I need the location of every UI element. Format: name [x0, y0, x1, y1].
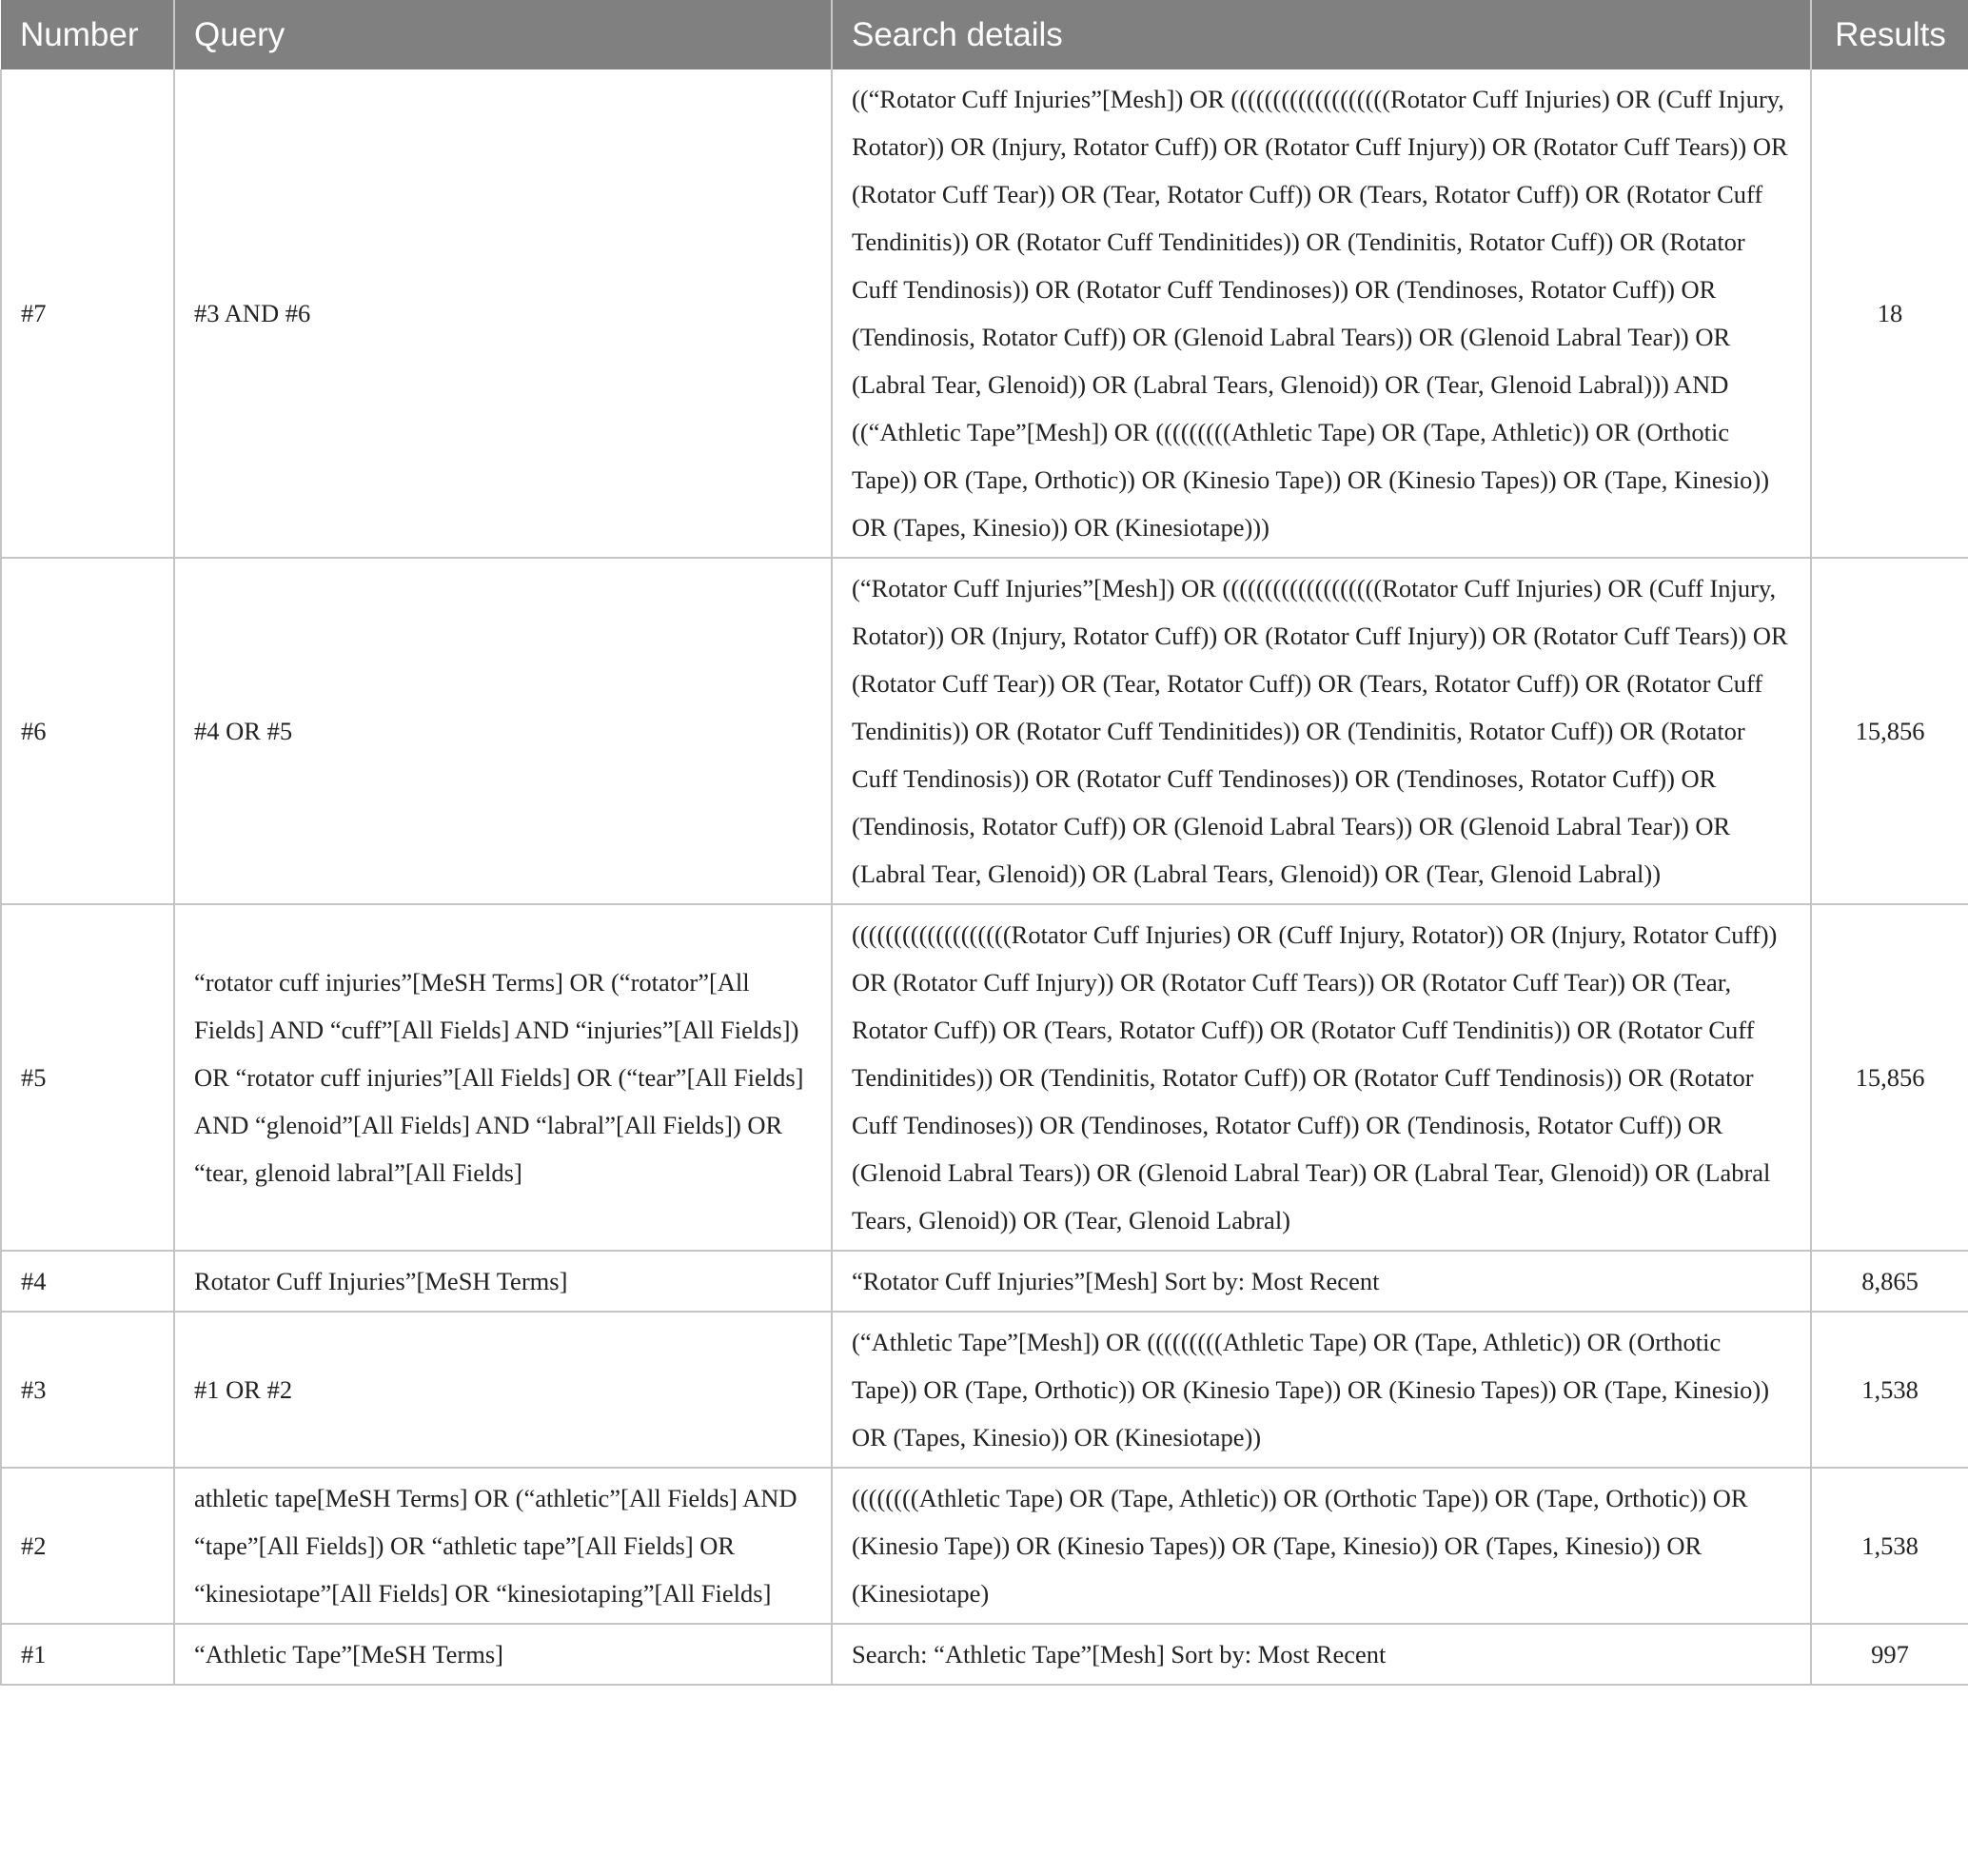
row-query: #4 OR #5	[174, 558, 832, 904]
row-results: 1,538	[1811, 1312, 1968, 1468]
row-results: 15,856	[1811, 558, 1968, 904]
row-search-details: (((((((((((((((((((Rotator Cuff Injuries) OR (Cuff Injury, Rotator)) OR (Injury, Rotator Cuff)) OR (Rotator Cuff Injury)) OR (Rotator Cuff Tears)) OR (Rotator Cuff Tear)) OR (Tear, Rotator Cuff)) OR (Tears, Rotator Cuff)) OR (Rotator Cuff Tendinitis)) OR (Rotator Cuff Tendinitides)) OR (Tendinitis, Rotator Cuff)) OR (Rotator Cuff Tendinosis)) OR (Rotator Cuff Tendinoses)) OR (Tendinoses, Rotator Cuff)) OR (Tendinosis, Rotator Cuff)) OR (Glenoid Labral Tears)) OR (Glenoid Labral Tear)) OR (Labral Tear, Glenoid)) OR (Labral Tears, Glenoid)) OR (Tear, Glenoid Labral)	[832, 904, 1811, 1251]
table-row	[1, 904, 1968, 1251]
row-results: 1,538	[1811, 1468, 1968, 1624]
row-number: #5	[1, 904, 174, 1251]
row-number: #7	[1, 69, 174, 558]
header-search-details: Search details	[832, 0, 1811, 69]
row-search-details: (“Rotator Cuff Injuries”[Mesh]) OR (((((((((((((((((((Rotator Cuff Injuries) OR (Cuff Injury, Rotator)) OR (Injury, Rotator Cuff)) OR (Rotator Cuff Injury)) OR (Rotator Cuff Tears)) OR (Rotator Cuff Tear)) OR (Tear, Rotator Cuff)) OR (Tears, Rotator Cuff)) OR (Rotator Cuff Tendinitis)) OR (Rotator Cuff Tendinitides)) OR (Tendinitis, Rotator Cuff)) OR (Rotator Cuff Tendinosis)) OR (Rotator Cuff Tendinoses)) OR (Tendinoses, Rotator Cuff)) OR (Tendinosis, Rotator Cuff)) OR (Glenoid Labral Tears)) OR (Glenoid Labral Tear)) OR (Labral Tear, Glenoid)) OR (Labral Tears, Glenoid)) OR (Tear, Glenoid Labral))	[832, 558, 1811, 904]
table-row	[1, 1468, 1968, 1624]
row-number: #1	[1, 1624, 174, 1685]
header-results: Results	[1811, 0, 1968, 69]
row-query: #1 OR #2	[174, 1312, 832, 1468]
table-row	[1, 1624, 1968, 1685]
header-number: Number	[1, 0, 174, 69]
row-query: “Athletic Tape”[MeSH Terms]	[174, 1624, 832, 1685]
table-row	[1, 1312, 1968, 1468]
row-results: 15,856	[1811, 904, 1968, 1251]
row-query: #3 AND #6	[174, 69, 832, 558]
row-query: “rotator cuff injuries”[MeSH Terms] OR (“rotator”[All Fields] AND “cuff”[All Fields] AND “injuries”[All Fields]) OR “rotator cuff injuries”[All Fields] OR (“tear”[All Fields] AND “glenoid”[All Fields] AND “labral”[All Fields]) OR “tear, glenoid labral”[All Fields]	[174, 904, 832, 1251]
table-row	[1, 1251, 1968, 1312]
row-search-details: ((“Rotator Cuff Injuries”[Mesh]) OR (((((((((((((((((((Rotator Cuff Injuries) OR (Cuff Injury, Rotator)) OR (Injury, Rotator Cuff)) OR (Rotator Cuff Injury)) OR (Rotator Cuff Tears)) OR (Rotator Cuff Tear)) OR (Tear, Rotator Cuff)) OR (Tears, Rotator Cuff)) OR (Rotator Cuff Tendinitis)) OR (Rotator Cuff Tendinitides)) OR (Tendinitis, Rotator Cuff)) OR (Rotator Cuff Tendinosis)) OR (Rotator Cuff Tendinoses)) OR (Tendinoses, Rotator Cuff)) OR (Tendinosis, Rotator Cuff)) OR (Glenoid Labral Tears)) OR (Glenoid Labral Tear)) OR (Labral Tear, Glenoid)) OR (Labral Tears, Glenoid)) OR (Tear, Glenoid Labral))) AND ((“Athletic Tape”[Mesh]) OR (((((((((Athletic Tape) OR (Tape, Athletic)) OR (Orthotic Tape)) OR (Tape, Orthotic)) OR (Kinesio Tape)) OR (Kinesio Tapes)) OR (Tape, Kinesio)) OR (Tapes, Kinesio)) OR (Kinesiotape)))	[832, 69, 1811, 558]
table-row	[1, 69, 1968, 558]
header-query: Query	[174, 0, 832, 69]
row-query: athletic tape[MeSH Terms] OR (“athletic”[All Fields] AND “tape”[All Fields]) OR “athletic tape”[All Fields] OR “kinesiotape”[All Fields] OR “kinesiotaping”[All Fields]	[174, 1468, 832, 1624]
row-results: 8,865	[1811, 1251, 1968, 1312]
row-number: #4	[1, 1251, 174, 1312]
row-results: 997	[1811, 1624, 1968, 1685]
table-row	[1, 558, 1968, 904]
row-search-details: “Rotator Cuff Injuries”[Mesh] Sort by: Most Recent	[832, 1251, 1811, 1312]
row-number: #6	[1, 558, 174, 904]
row-search-details: (“Athletic Tape”[Mesh]) OR (((((((((Athletic Tape) OR (Tape, Athletic)) OR (Orthotic Tape)) OR (Tape, Orthotic)) OR (Kinesio Tape)) OR (Kinesio Tapes)) OR (Tape, Kinesio)) OR (Tapes, Kinesio)) OR (Kinesiotape))	[832, 1312, 1811, 1468]
row-query: Rotator Cuff Injuries”[MeSH Terms]	[174, 1251, 832, 1312]
row-search-details: ((((((((Athletic Tape) OR (Tape, Athletic)) OR (Orthotic Tape)) OR (Tape, Orthotic)) OR (Kinesio Tape)) OR (Kinesio Tapes)) OR (Tape, Kinesio)) OR (Tapes, Kinesio)) OR (Kinesiotape)	[832, 1468, 1811, 1624]
header-row	[1, 0, 1968, 69]
row-number: #3	[1, 1312, 174, 1468]
row-search-details: Search: “Athletic Tape”[Mesh] Sort by: Most Recent	[832, 1624, 1811, 1685]
row-results: 18	[1811, 69, 1968, 558]
row-number: #2	[1, 1468, 174, 1624]
